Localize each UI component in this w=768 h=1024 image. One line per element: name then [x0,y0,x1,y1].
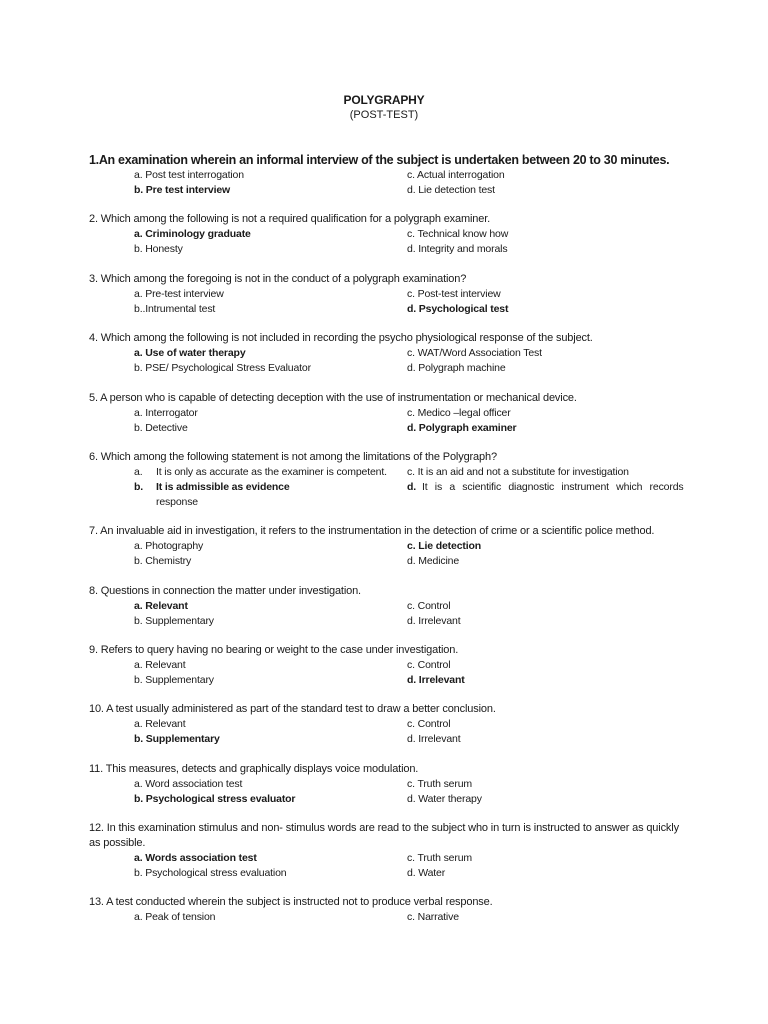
option-row [89,183,689,198]
option-row [89,227,689,242]
option-a: a. Post test interrogation [134,169,244,181]
question-text: 4. Which among the following is not included in recording the psycho physiological response of the subject. [89,332,593,344]
option-a: a. Word association test [134,778,243,790]
option-b: b. Psychological stress evaluation [134,867,287,879]
option-b-key: b. [134,481,144,493]
option-d [407,480,684,495]
option-c: c. Truth serum [407,778,473,790]
question-text: 9. Refers to query having no bearing or weight to the case under investigation. [89,644,459,656]
option-a: a. Photography [134,540,204,552]
question-4 [89,331,689,376]
option-row [89,599,689,614]
option-d-text: It is a scientific diagnostic instrument which records [422,481,684,493]
option-d: d. Water [407,867,446,879]
option-a: a. Use of water therapy [134,347,246,359]
option-row [89,732,689,747]
question-1 [89,152,689,198]
option-a-text: It is only as accurate as the examiner is competent. [156,466,387,478]
option-b: b. PSE/ Psychological Stress Evaluator [134,362,311,374]
question-6 [89,450,689,510]
option-row [89,287,689,302]
option-row [89,421,689,436]
question-text: 11. This measures, detects and graphically displays voice modulation. [89,763,419,775]
question-10 [89,702,689,747]
question-13 [89,895,689,925]
question-text: 7. An invaluable aid in investigation, it refers to the instrumentation in the detection of crime or a scientific police method. [89,525,655,537]
option-c: c. Control [407,659,451,671]
option-c: c. WAT/Word Association Test [407,347,542,359]
question-text: 1.An examination wherein an informal interview of the subject is undertaken between 20 to 30 minutes. [89,153,670,167]
option-row [89,851,689,866]
option-d: d. Irrelevant [407,733,461,745]
option-a: a. Relevant [134,659,186,671]
option-a-key: a. [134,466,143,478]
option-b-continuation: response [156,496,198,508]
option-row [89,465,689,480]
option-b: b. Supplementary [134,615,214,627]
option-row [89,302,689,317]
option-c: c. Control [407,718,451,730]
question-text: 13. A test conducted wherein the subject is instructed not to produce verbal response. [89,896,493,908]
option-d: d. Polygraph machine [407,362,506,374]
option-b: b. Pre test interview [134,184,231,196]
option-row [89,406,689,421]
option-row [89,346,689,361]
option-a: a. Interrogator [134,407,198,419]
option-d: d. Irrelevant [407,615,461,627]
option-row [89,361,689,376]
option-d: d. Integrity and morals [407,243,508,255]
option-row [89,480,689,495]
question-7 [89,524,689,569]
option-d-key: d. [407,481,417,493]
option-c: c. Post-test interview [407,288,501,300]
option-a: a. Relevant [134,600,188,612]
option-c: c. Lie detection [407,540,482,552]
option-c: c. Actual interrogation [407,169,505,181]
question-2 [89,212,689,257]
page-subtitle: (POST-TEST) [349,109,419,121]
option-row [89,495,689,510]
option-d: d. Medicine [407,555,460,567]
option-b: b. Supplementary [134,674,214,686]
option-c: c. Truth serum [407,852,473,864]
option-a: a. Relevant [134,718,186,730]
option-row [89,242,689,257]
option-a: a. Criminology graduate [134,228,251,240]
option-c: c. It is an aid and not a substitute for investigation [407,466,629,478]
question-text: 6. Which among the following statement is not among the limitations of the Polygraph? [89,451,497,463]
option-b: b..Intrumental test [134,303,216,315]
option-c: c. Control [407,600,451,612]
option-row [89,554,689,569]
option-a: a. Pre-test interview [134,288,224,300]
page-title: POLYGRAPHY [343,93,425,107]
question-text: 5. A person who is capable of detecting deception with the use of instrumentation or mechanical device. [89,392,577,404]
option-a [134,465,387,480]
option-b: b. Psychological stress evaluator [134,793,296,805]
option-row [89,910,689,925]
question-text: 8. Questions in connection the matter under investigation. [89,585,361,597]
option-row [89,658,689,673]
option-d: d. Psychological test [407,303,509,315]
option-b: b. Detective [134,422,188,434]
document-header [0,93,768,122]
question-11 [89,762,689,807]
question-text: 2. Which among the following is not a required qualification for a polygraph examiner. [89,213,491,225]
question-text: 3. Which among the foregoing is not in the conduct of a polygraph examination? [89,273,467,285]
option-d: d. Lie detection test [407,184,495,196]
option-b: b. Chemistry [134,555,192,567]
option-row [89,168,689,183]
question-text: 10. A test usually administered as part of the standard test to draw a better conclusion. [89,703,496,715]
option-row [89,866,689,881]
option-d: d. Polygraph examiner [407,422,517,434]
option-b [134,480,290,495]
option-b: b. Supplementary [134,733,220,745]
question-12 [89,821,689,881]
option-row [89,717,689,732]
option-b: b. Honesty [134,243,183,255]
option-row [89,539,689,554]
option-row [89,614,689,629]
option-row [89,673,689,688]
option-a: a. Words association test [134,852,257,864]
option-b-text: It is admissible as evidence [156,481,290,493]
question-9 [89,643,689,688]
question-text: 12. In this examination stimulus and non- stimulus words are read to the subject who in turn is instructed to answer as quickly as possible. [89,822,679,849]
option-row [89,777,689,792]
option-row [89,792,689,807]
option-a: a. Peak of tension [134,911,216,923]
option-c: c. Narrative [407,911,459,923]
question-5 [89,391,689,436]
option-d: d. Water therapy [407,793,482,805]
question-8 [89,584,689,629]
option-c: c. Medico –legal officer [407,407,511,419]
question-3 [89,272,689,317]
option-d: d. Irrelevant [407,674,465,686]
option-c: c. Technical know how [407,228,509,240]
